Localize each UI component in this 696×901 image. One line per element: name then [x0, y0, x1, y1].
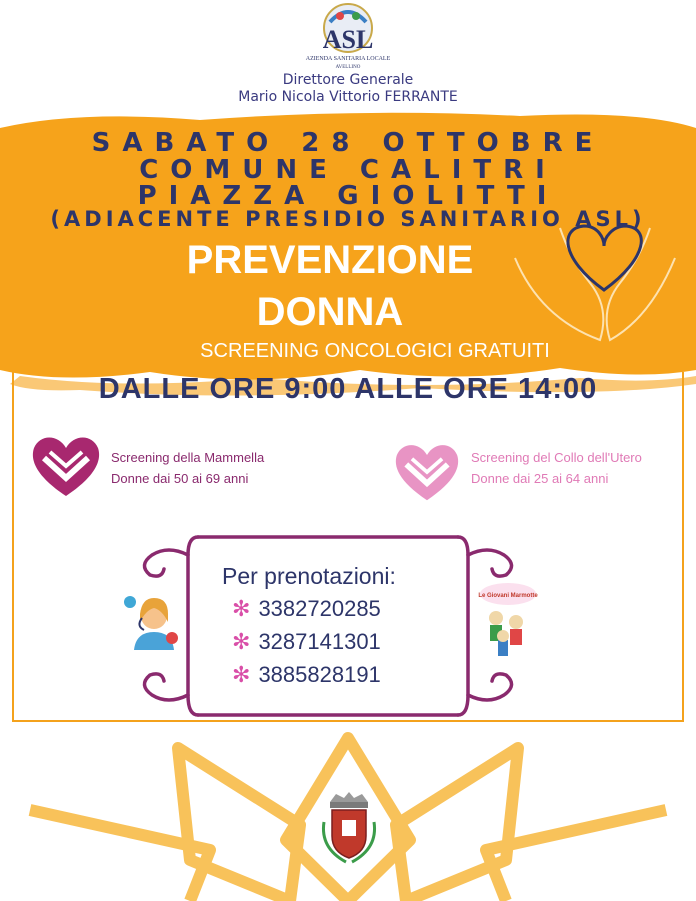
phone-text: 3885828191 — [258, 662, 381, 687]
title-donna: DONNA — [256, 290, 404, 334]
phone-number[interactable] — [232, 662, 381, 688]
phone-number[interactable] — [232, 629, 381, 655]
phone-number[interactable] — [232, 596, 381, 622]
event-hours: DALLE ORE 9:00 ALLE ORE 14:00 — [98, 373, 598, 405]
call-center-operator-icon — [122, 592, 186, 652]
logo-text: ASL — [322, 25, 374, 54]
director-title: Direttore Generale — [282, 72, 414, 88]
heart-check-icon — [30, 432, 102, 500]
title-prevenzione: PREVENZIONE — [186, 238, 474, 282]
event-piazza: PIAZZA GIOLITTI — [137, 181, 559, 211]
flower-icon: ✻ — [232, 662, 251, 687]
event-location-note: (ADIACENTE PRESIDIO SANITARIO ASL) — [50, 207, 646, 231]
logo-city: AVELLINO — [335, 65, 361, 70]
event-comune: COMUNE CALITRI — [139, 155, 557, 185]
screening-name: Screening del Collo dell'Utero — [471, 450, 642, 465]
director-name: Mario Nicola Vittorio FERRANTE — [238, 89, 458, 105]
flower-icon: ✻ — [232, 629, 251, 654]
flower-icon: ✻ — [232, 596, 251, 621]
coat-of-arms-icon — [316, 792, 382, 864]
subtitle-screening: SCREENING ONCOLOGICI GRATUITI — [200, 340, 550, 362]
screening-ages: Donne dai 50 ai 69 anni — [111, 471, 249, 486]
phone-text: 3382720285 — [258, 596, 381, 621]
screening-mammella — [111, 447, 264, 489]
phone-text: 3287141301 — [258, 629, 381, 654]
logo-subtitle: AZIENDA SANITARIA LOCALE — [305, 56, 391, 62]
mascot-icon — [478, 582, 538, 664]
event-date: SABATO 28 OTTOBRE — [91, 128, 605, 158]
heart-check-icon — [392, 440, 462, 504]
asl-logo — [300, 2, 396, 70]
screening-ages: Donne dai 25 ai 64 anni — [471, 471, 609, 486]
screening-utero — [471, 447, 642, 489]
booking-scroll-frame — [128, 525, 528, 725]
screening-name: Screening della Mammella — [111, 450, 265, 465]
mascot-label: Le Giovani Marmotte — [478, 593, 538, 599]
booking-label: Per prenotazioni: — [222, 563, 396, 589]
